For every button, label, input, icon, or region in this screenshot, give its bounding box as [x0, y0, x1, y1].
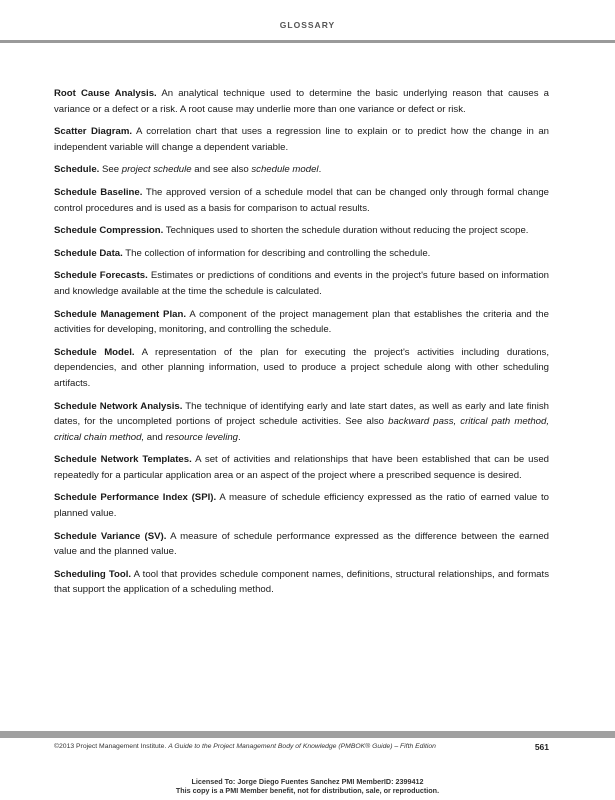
glossary-entry [54, 529, 549, 560]
cross-reference-link: backward pass, critical path method, critical chain method, [54, 416, 549, 443]
license-line-2: This copy is a PMI Member benefit, not for distribution, sale, or reproduction. [175, 785, 440, 795]
entry-definition: An analytical technique used to determine the basic underlying reason that causes a variance or a defect or a risk. A root cause may underlie more than one variance or defect or risk. [54, 88, 549, 115]
entry-definition: A tool that provides schedule component names, definitions, structural relationships, and formats that support the application of a scheduling method. [54, 568, 549, 596]
entry-and: and [144, 431, 166, 443]
footer-citation [54, 743, 549, 750]
glossary-entry [54, 399, 549, 446]
glossary-entry [54, 223, 549, 239]
entry-definition: The technique of identifying early and late start dates, as well as early and late finish dates, for the uncompleted portions of project schedule activities. See also [54, 400, 549, 428]
entry-definition: A correlation chart that uses a regression line to explain or to predict how the change in an independent variable will change a dependent variable. [54, 126, 550, 153]
entry-definition: The collection of information for describing and controlling the schedule. [122, 247, 431, 259]
entry-definition: A set of activities and relationships that have been established that can be used repeatedly for a particular application area or an aspect of the project where a prescribed sequence is desired. [54, 454, 549, 481]
license-line-1: Licensed To: Jorge Diego Fuentes Sanchez PMI MemberID: 2399412 [191, 777, 424, 786]
entry-definition: A measure of schedule efficiency expressed as the ratio of earned value to planned value. [54, 492, 549, 520]
entry-term: Root Cause Analysis. [54, 88, 157, 99]
entry-see-also: and see also [191, 164, 252, 176]
glossary-entry [54, 307, 549, 338]
glossary-entry [54, 268, 549, 299]
cross-reference-link: resource leveling [165, 431, 238, 443]
entry-end: . [238, 431, 241, 443]
entry-term: Scatter Diagram. [54, 126, 133, 138]
glossary-entry [54, 246, 549, 262]
glossary-entry [54, 124, 549, 155]
entry-term: Schedule Data. [54, 247, 123, 259]
entry-definition: A representation of the plan for executing the project's activities including durations, dependencies, and other planning information, used to produce a project schedule along with other scheduling artifacts. [54, 346, 549, 389]
glossary-entry [54, 86, 549, 117]
entry-term: Schedule. [54, 164, 100, 176]
license-notice [0, 778, 615, 795]
header-divider [0, 40, 615, 43]
entry-definition: A component of the project management plan that establishes the criteria and the activities for developing, monitoring, and controlling the schedule. [54, 308, 549, 336]
page-number: 561 [534, 742, 549, 752]
entry-term: Schedule Variance (SV). [54, 530, 167, 542]
entry-term: Schedule Network Templates. [54, 454, 192, 466]
entry-definition: A measure of schedule performance expressed as the difference between the earned value and the planned value. [54, 530, 549, 558]
entry-see-prefix: See [99, 164, 122, 176]
entry-term: Schedule Baseline. [54, 186, 143, 198]
entry-term: Scheduling Tool. [54, 568, 132, 580]
footer-copyright: ©2013 Project Management Institute. [54, 743, 169, 750]
footer-divider [0, 731, 615, 738]
glossary-entry [54, 345, 549, 392]
entry-definition: Estimates or predictions of conditions and events in the project's future based on information and knowledge available at the time the schedule is calculated. [54, 270, 549, 297]
cross-reference-link: schedule model [251, 164, 319, 176]
footer-book-title: A Guide to the Project Management Body of Knowledge (PMBOK® Guide) – Fifth Edition [168, 743, 436, 750]
entry-term: Schedule Compression. [54, 225, 164, 237]
entry-term: Schedule Model. [54, 346, 135, 358]
cross-reference-link: project schedule [121, 164, 192, 176]
page-header-title: GLOSSARY [279, 20, 336, 30]
glossary-entry [54, 185, 549, 216]
entry-end: . [318, 164, 322, 176]
entry-term: Schedule Management Plan. [54, 308, 186, 320]
glossary-entry [54, 490, 549, 521]
glossary-entry [54, 452, 549, 483]
entry-term: Schedule Network Analysis. [54, 400, 183, 412]
entry-definition: The approved version of a schedule model that can be changed only through formal change control procedures and is used as a basis for comparison to actual results. [54, 186, 549, 214]
glossary-entry [54, 567, 549, 598]
glossary-list [54, 86, 549, 605]
entry-term: Schedule Performance Index (SPI). [54, 492, 217, 504]
glossary-entry [54, 162, 549, 178]
entry-term: Schedule Forecasts. [54, 270, 148, 282]
entry-definition: Techniques used to shorten the schedule duration without reducing the project scope. [163, 225, 529, 237]
